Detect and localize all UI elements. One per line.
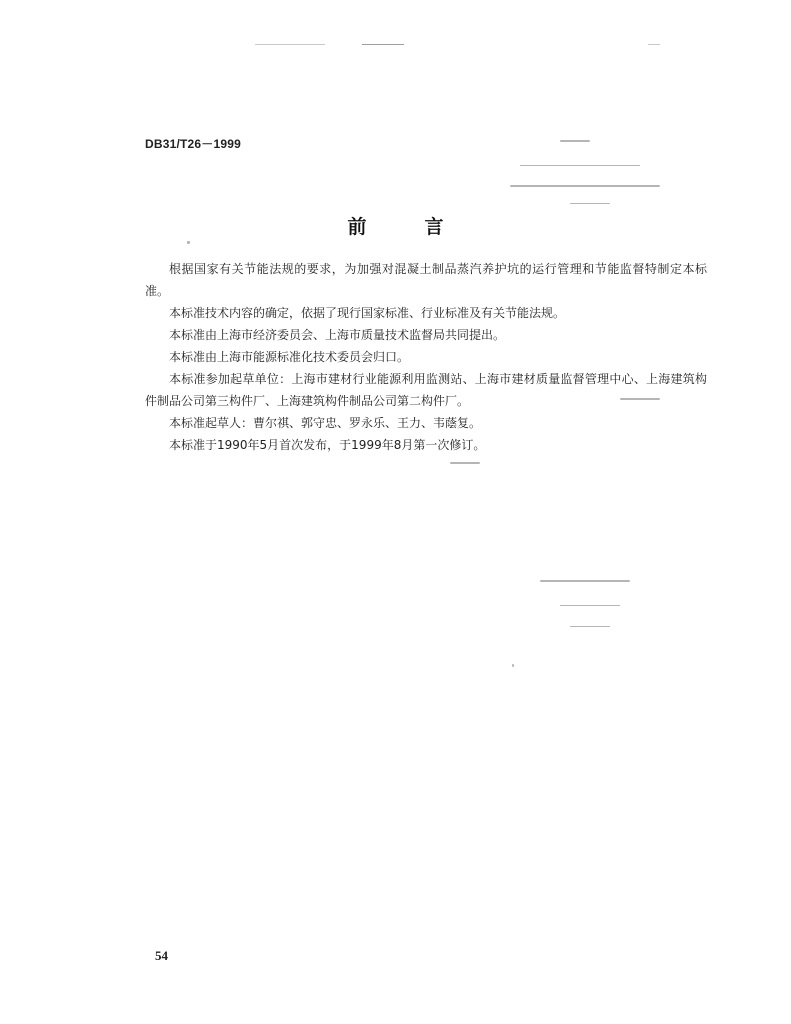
paragraph-drafting-units: 本标准参加起草单位：上海市建材行业能源利用监测站、上海市建材质量监督管理中心、上海建筑构件制品公司第三构件厂、上海建筑构件制品公司第二构件厂。 [145,372,707,408]
paragraph-proposer: 本标准由上海市经济委员会、上海市质量技术监督局共同提出。 [169,328,506,342]
standard-code: DB31/T26－1999 [145,137,241,151]
paragraph-drafters: 本标准起草人：曹尔祺、郭守忠、罗永乐、王力、韦蔭复。 [169,416,482,430]
paragraph-administrator: 本标准由上海市能源标准化技术委员会归口。 [169,350,410,364]
scan-speck [570,626,610,627]
scan-speck [560,605,620,606]
scan-artifact-line [255,44,325,45]
paragraph-history: 本标准于1990年5月首次发布，于1999年8月第一次修订。 [169,438,486,452]
scan-speck [520,165,640,166]
scan-speck [512,664,514,667]
page-title: 前言 [347,216,502,238]
scan-speck [570,203,610,204]
scan-artifact-line [648,44,660,45]
preface-body [145,258,707,456]
scan-artifact-line [362,44,404,45]
page-number: 54 [155,948,168,963]
scan-speck [560,140,590,142]
paragraph-purpose: 根据国家有关节能法规的要求，为加强对混凝土制品蒸汽养护坑的运行管理和节能监督特制定本标准。 [145,262,707,298]
scan-speck [540,580,630,582]
paragraph-basis: 本标准技术内容的确定，依据了现行国家标准、行业标准及有关节能法规。 [169,306,566,320]
scan-speck [187,241,190,244]
scan-speck [510,185,660,187]
scan-speck [450,462,480,464]
